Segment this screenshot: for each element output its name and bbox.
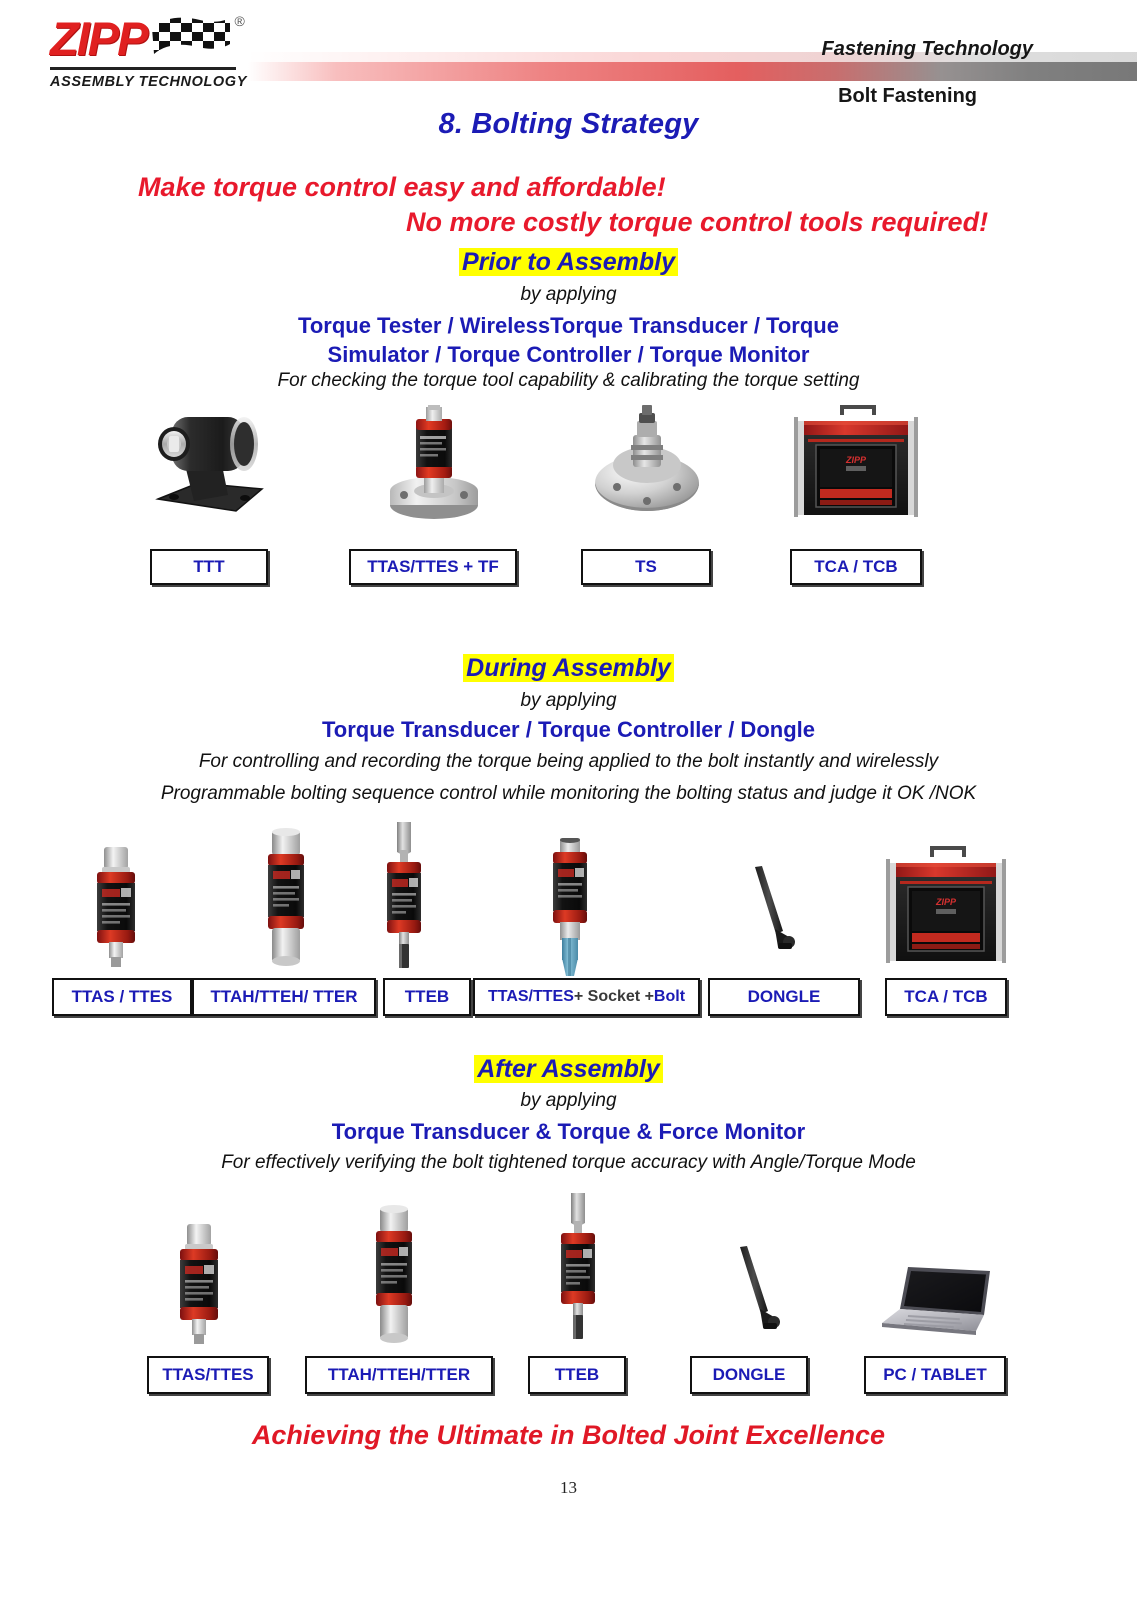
product-label-ttt[interactable]: TTT xyxy=(150,549,268,585)
section-heading-during-text: During Assembly xyxy=(463,654,674,682)
logo-divider xyxy=(50,67,236,70)
svg-text:ZIPP: ZIPP xyxy=(845,455,867,465)
page-header xyxy=(0,0,1137,110)
product-image-torque-transducer-hex-2 xyxy=(358,1205,430,1350)
by-applying-after: by applying xyxy=(520,1090,617,1111)
by-applying-during: by applying xyxy=(520,690,617,711)
footer-tagline: Achieving the Ultimate in Bolted Joint Excellence xyxy=(251,1420,886,1450)
products-line-after-1: Torque Transducer & Torque & Force Monitor xyxy=(331,1119,806,1144)
page-title: 8. Bolting Strategy xyxy=(438,108,699,140)
product-label-ttah-tteh-tter-2[interactable]: TTAH/TTEH/ TTER xyxy=(192,978,376,1016)
products-line-prior-2: Simulator / Torque Controller / Torque Monitor xyxy=(327,342,810,367)
product-image-torque-controller-case-2 xyxy=(880,843,1012,976)
product-label-dongle-2[interactable]: DONGLE xyxy=(708,978,860,1016)
headline-secondary: No more costly torque control tools required! xyxy=(406,207,989,237)
product-image-torque-transducer-hex-1 xyxy=(250,828,322,973)
description-after-1: For effectively verifying the bolt tightened torque accuracy with Angle/Torque Mode xyxy=(221,1152,916,1173)
logo-wordmark: ZIPP xyxy=(50,12,147,65)
product-label-dongle-3[interactable]: DONGLE xyxy=(690,1356,808,1394)
product-image-torque-transducer-small-1 xyxy=(85,845,147,975)
section-heading-prior-text: Prior to Assembly xyxy=(459,248,678,276)
registered-trademark-symbol: ® xyxy=(234,13,245,29)
products-line-during-1: Torque Transducer / Torque Controller / Dongle xyxy=(321,717,815,742)
product-image-torque-tester-bench-unit xyxy=(150,403,270,526)
label-part-socket: + Socket + xyxy=(573,988,654,1005)
headline-primary: Make torque control easy and affordable! xyxy=(138,172,666,202)
product-label-tteb-3[interactable]: TTEB xyxy=(528,1356,626,1394)
section-heading-during xyxy=(0,654,1137,683)
product-image-torque-simulator xyxy=(585,405,710,528)
product-label-ttah-tteh-tter-3[interactable]: TTAH/TTEH/TTER xyxy=(305,1356,493,1394)
product-image-torque-transducer-bit-2 xyxy=(547,1193,609,1346)
product-label-ttas-ttes-socket-bolt[interactable] xyxy=(473,978,700,1016)
product-label-ts[interactable]: TS xyxy=(581,549,711,585)
logo-tagline: ASSEMBLY TECHNOLOGY xyxy=(50,74,247,90)
product-image-torque-controller-case xyxy=(786,403,926,530)
product-label-ttas-ttes-3[interactable]: TTAS/TTES xyxy=(147,1356,269,1394)
section-heading-after xyxy=(0,1055,1137,1084)
label-part-transducer: TTAS/TTES xyxy=(487,988,574,1005)
by-applying-prior: by applying xyxy=(520,284,617,305)
description-during-2: Programmable bolting sequence control while monitoring the bolting status and judge it OK /NOK xyxy=(160,783,977,804)
product-label-tteb-2[interactable]: TTEB xyxy=(383,978,471,1016)
product-image-wireless-dongle-antenna-1 xyxy=(745,865,805,965)
description-prior-1: For checking the torque tool capability & calibrating the torque setting xyxy=(277,370,860,391)
section-heading-prior xyxy=(0,248,1137,277)
product-image-torque-transducer-with-flange xyxy=(380,405,488,530)
checkered-flag-icon xyxy=(148,14,233,64)
product-label-ttas-ttes-tf[interactable]: TTAS/TTES + TF xyxy=(349,549,517,585)
product-label-tca-tcb-2[interactable]: TCA / TCB xyxy=(885,978,1007,1016)
header-gradient-bar xyxy=(248,62,1137,81)
header-fastening-technology: Fastening Technology xyxy=(821,38,1033,60)
products-line-prior-1: Torque Tester / WirelessTorque Transducer / Torque xyxy=(298,313,839,338)
product-label-tca-tcb[interactable]: TCA / TCB xyxy=(790,549,922,585)
page-number: 13 xyxy=(560,1478,577,1497)
product-image-transducer-socket-bolt xyxy=(538,838,600,983)
product-image-laptop-pc xyxy=(872,1265,998,1352)
product-image-wireless-dongle-antenna-2 xyxy=(730,1245,790,1345)
product-image-torque-transducer-small-2 xyxy=(168,1222,230,1352)
section-heading-after-text: After Assembly xyxy=(474,1055,662,1083)
product-label-ttas-ttes-2[interactable]: TTAS / TTES xyxy=(52,978,192,1016)
label-part-bolt: Bolt xyxy=(653,988,686,1005)
product-label-pc-tablet[interactable]: PC / TABLET xyxy=(864,1356,1006,1394)
product-image-torque-transducer-bit-1 xyxy=(373,822,435,975)
description-during-1: For controlling and recording the torque being applied to the bolt instantly and wirelessly xyxy=(198,751,939,772)
svg-text:ZIPP: ZIPP xyxy=(935,897,957,907)
company-logo xyxy=(50,14,300,90)
header-bolt-fastening: Bolt Fastening xyxy=(838,85,977,107)
